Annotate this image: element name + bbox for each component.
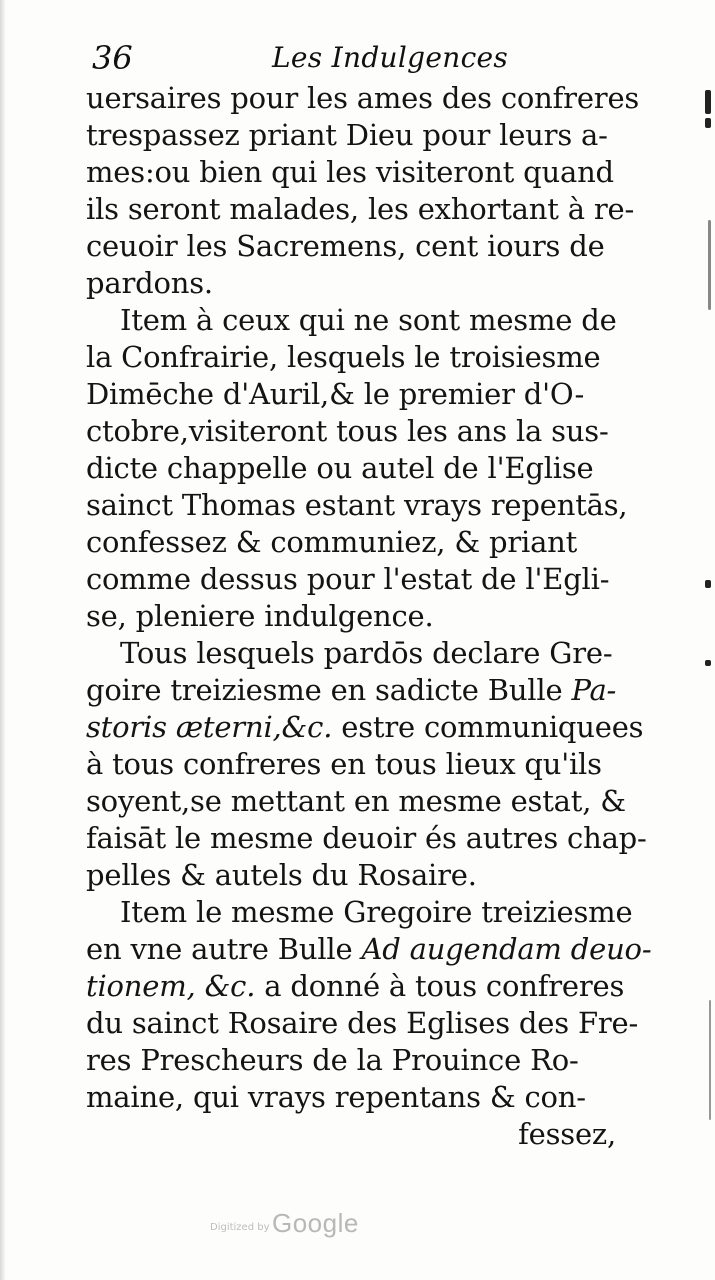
text-line: trespassez priant Dieu pour leurs a- bbox=[86, 118, 608, 152]
page-number: 36 bbox=[92, 39, 133, 77]
text-line: Dimēche d'Auril,& le premier d'O- bbox=[86, 377, 585, 411]
latin-title: Pa- bbox=[571, 673, 617, 707]
text-line: soyent,se mettant en mesme estat, & bbox=[86, 784, 626, 818]
paragraph-start-line: Item à ceux qui ne sont mesme de bbox=[120, 303, 617, 337]
text-line: tionem, &c. a donné à tous confreres bbox=[86, 969, 625, 1003]
text-line: à tous confreres en tous lieux qu'ils bbox=[86, 747, 602, 781]
text-line: confessez & communiez, & priant bbox=[86, 525, 578, 559]
body-text bbox=[86, 80, 652, 1153]
catchword-line: fessez, bbox=[518, 1117, 616, 1151]
text-line: res Prescheurs de la Prouince Ro- bbox=[86, 1043, 579, 1077]
text-line: du sainct Rosaire des Eglises des Fre- bbox=[86, 1006, 639, 1040]
page-gutter-shadow bbox=[0, 0, 6, 1280]
latin-title: Ad augendam deuo- bbox=[361, 932, 652, 966]
edge-mark bbox=[709, 1000, 711, 1120]
page-edge-marks bbox=[697, 60, 715, 1210]
running-head: Les Indulgences bbox=[272, 41, 509, 74]
edge-mark bbox=[705, 660, 711, 666]
latin-title: tionem, &c. bbox=[86, 969, 256, 1003]
edge-mark bbox=[705, 90, 711, 114]
google-logo: Google bbox=[272, 1208, 359, 1238]
paragraph-start-line: Item le mesme Gregoire treiziesme bbox=[120, 895, 633, 929]
edge-mark bbox=[705, 580, 711, 588]
latin-title: storis æterni,&c. bbox=[86, 710, 333, 744]
edge-mark bbox=[708, 220, 711, 310]
text-line: maine, qui vrays repentans & con- bbox=[86, 1080, 586, 1114]
text-line: la Confrairie, lesquels le troisiesme bbox=[86, 340, 601, 374]
text-line: dicte chappelle ou autel de l'Eglise bbox=[86, 451, 594, 485]
text-line: faisāt le mesme deuoir és autres chap- bbox=[86, 821, 647, 855]
text-line: pelles & autels du Rosaire. bbox=[86, 858, 477, 892]
text-line: comme dessus pour l'estat de l'Egli- bbox=[86, 562, 610, 596]
text-line: ceuoir les Sacremens, cent iours de bbox=[86, 229, 605, 263]
text-line: sainct Thomas estant vrays repentās, bbox=[86, 488, 628, 522]
text-line: ctobre,visiteront tous les ans la sus- bbox=[86, 414, 609, 448]
text-line: se, pleniere indulgence. bbox=[86, 599, 434, 633]
paragraph-start-line: Tous lesquels pardōs declare Gre- bbox=[120, 636, 613, 670]
digitized-by-label: Digitized by bbox=[210, 1222, 270, 1233]
digitization-watermark bbox=[210, 1208, 410, 1242]
text-line: storis æterni,&c. estre communiquees bbox=[86, 710, 644, 744]
text-line: mes:ou bien qui les visiteront quand bbox=[86, 155, 614, 189]
page-header bbox=[92, 38, 612, 78]
edge-mark bbox=[705, 118, 711, 128]
text-line: goire treiziesme en sadicte Bulle Pa- bbox=[86, 673, 617, 707]
text-line: en vne autre Bulle Ad augendam deuo- bbox=[86, 932, 652, 966]
text-line: uersaires pour les ames des confreres bbox=[86, 81, 640, 115]
text-line: ils seront malades, les exhortant à re- bbox=[86, 192, 635, 226]
text-line: pardons. bbox=[86, 266, 213, 300]
